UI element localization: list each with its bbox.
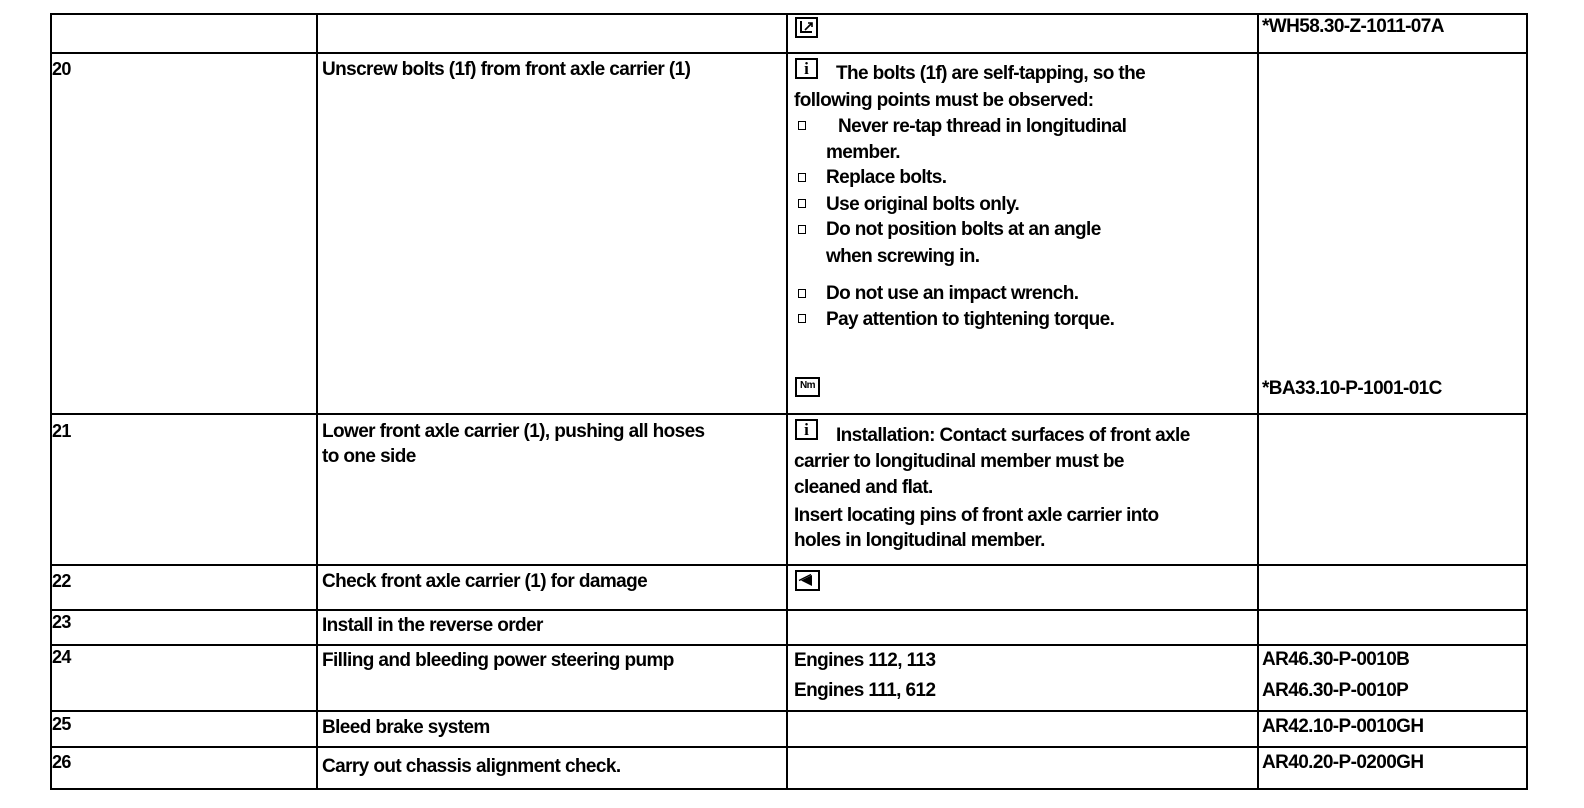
step-description: Bleed brake system (322, 717, 490, 738)
note-bullet: Never re-tap thread in longitudinal (838, 116, 1127, 137)
note-bullet: Do not use an impact wrench. (826, 283, 1079, 304)
row-divider (50, 788, 1528, 790)
step-number: 26 (52, 752, 71, 772)
step-description: Filling and bleeding power steering pump (322, 650, 674, 671)
row-divider (50, 413, 1528, 415)
step-number: 23 (52, 612, 71, 632)
note-bullet: Use original bolts only. (826, 194, 1020, 215)
engine-variant: Engines 112, 113 (794, 650, 936, 671)
step-number: 21 (52, 421, 71, 441)
engine-variant: Engines 111, 612 (794, 680, 936, 701)
bullet-icon (798, 314, 806, 323)
info-icon: i (795, 58, 818, 79)
reference-code[interactable]: *WH58.30-Z-1011-07A (1262, 16, 1444, 37)
note-text: Installation: Contact surfaces of front axle (836, 425, 1190, 446)
step-number: 25 (52, 714, 71, 734)
torque-icon: Nm (795, 377, 820, 397)
step-description: Unscrew bolts (1f) from front axle carrier (1) (322, 59, 691, 80)
bullet-icon (798, 225, 806, 234)
column-divider (316, 13, 318, 790)
reference-code[interactable]: AR46.30-P-0010B (1262, 649, 1410, 670)
note-text: Insert locating pins of front axle carrier into (794, 505, 1159, 526)
column-divider (786, 13, 788, 790)
bullet-icon (798, 199, 806, 208)
row-divider (50, 52, 1528, 54)
reference-code[interactable]: *BA33.10-P-1001-01C (1262, 378, 1442, 399)
row-divider (50, 564, 1528, 566)
note-text: carrier to longitudinal member must be (794, 451, 1124, 472)
note-bullet: Replace bolts. (826, 167, 947, 188)
bullet-icon (798, 289, 806, 298)
bullet-icon (798, 121, 806, 130)
step-number: 22 (52, 571, 71, 591)
step-description: Carry out chassis alignment check. (322, 756, 621, 777)
step-description: to one side (322, 446, 416, 467)
column-divider (50, 13, 52, 790)
note-text: The bolts (1f) are self-tapping, so the (836, 63, 1146, 84)
note-bullet: member. (826, 142, 900, 163)
column-divider (1257, 13, 1259, 790)
step-number: 24 (52, 647, 71, 667)
note-text: holes in longitudinal member. (794, 530, 1045, 551)
reference-code[interactable]: AR40.20-P-0200GH (1262, 752, 1424, 773)
step-description: Install in the reverse order (322, 615, 543, 636)
note-bullet: Pay attention to tightening torque. (826, 309, 1115, 330)
document-icon (795, 17, 818, 38)
row-divider (50, 710, 1528, 712)
row-divider (50, 609, 1528, 611)
note-text: following points must be observed: (794, 90, 1094, 111)
step-description: Check front axle carrier (1) for damage (322, 571, 648, 592)
step-number: 20 (52, 59, 71, 79)
step-description: Lower front axle carrier (1), pushing all hoses (322, 421, 705, 442)
reference-code[interactable]: AR42.10-P-0010GH (1262, 716, 1424, 737)
inspect-icon (795, 570, 820, 591)
bullet-icon (798, 173, 806, 182)
reference-code[interactable]: AR46.30-P-0010P (1262, 680, 1409, 701)
column-divider (1526, 13, 1528, 790)
note-bullet: when screwing in. (826, 246, 980, 267)
info-icon: i (795, 419, 818, 440)
row-divider (50, 746, 1528, 748)
note-bullet: Do not position bolts at an angle (826, 219, 1101, 240)
row-divider (50, 644, 1528, 646)
note-text: cleaned and flat. (794, 477, 933, 498)
